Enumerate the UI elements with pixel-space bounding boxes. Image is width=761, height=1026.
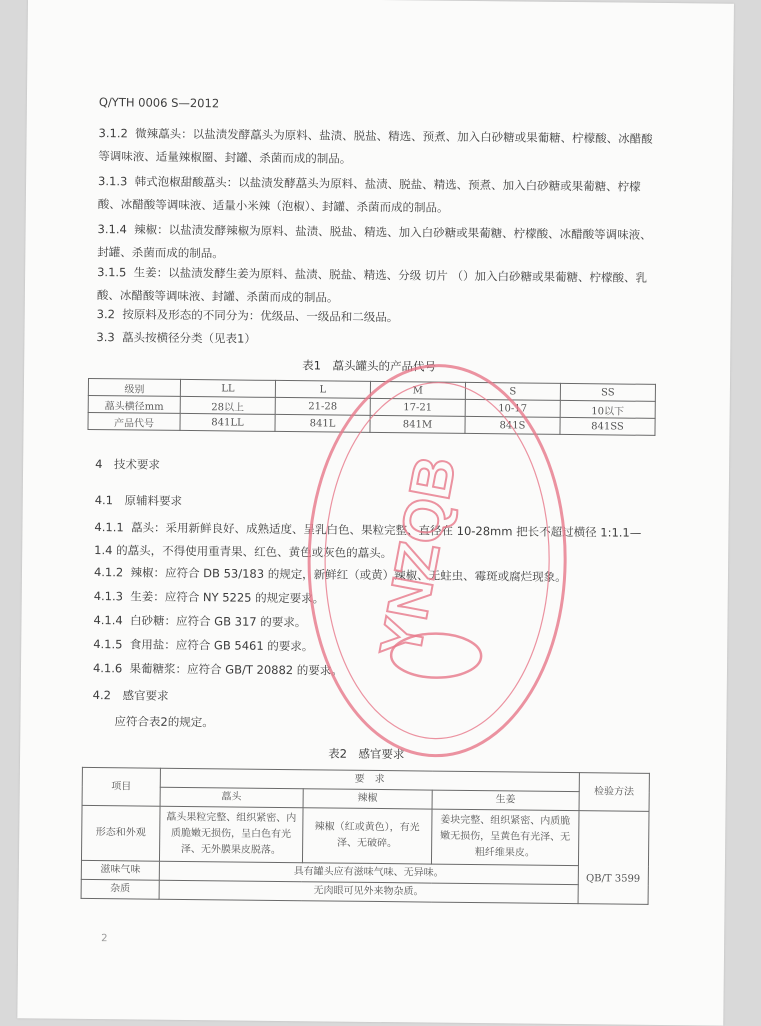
section-4-1-3: 4.1.3 生姜：应符合 NY 5225 的规定要求。 [93,589,325,606]
section-3-3: 3.3 藠头按横径分类（见表1） [96,330,256,346]
section-4-1-4: 4.1.4 白砂糖：应符合 GB 317 的要求。 [93,613,307,630]
table-row: 产品代号 841LL 841L 841M 841S 841SS [88,412,655,435]
table-row: 形态和外观 藠头果粒完整、组织紧密、内质脆嫩无损伤，呈白色有光泽、无外膜果皮脱落。 辣椒（红或黄色），有光泽、无破碎。 姜块完整、组织紧密、内质脆嫩无损伤，呈黄色有光泽、无粗纤维果皮。 QB/T 3599 [81,805,649,866]
table2-caption: 表2 感官要求 [328,746,405,762]
table-row: 级别 LL L M S SS [88,378,655,401]
doc-code: Q/YTH 0006 S—2012 [98,95,220,111]
table-row: 藠头横径mm 28以上 21-28 17-21 10-17 10以下 [88,395,655,418]
section-4-1-5: 4.1.5 食用盐：应符合 GB 5461 的要求。 [93,637,314,654]
section-3-1-5: 3.1.5 生姜：以盐渍发酵生姜为原料、盐渍、脱盐、精选、分级 切片 （）加入白砂糖或果葡糖、柠檬酸、乳酸、冰醋酸等调味液、封罐、杀菌而成的制品。 [96,265,648,305]
table-row: 项目 要 求 检验方法 [82,767,649,792]
section-3-1-3: 3.1.3 韩式泡椒甜酸藠头：以盐渍发酵藠头为原料、盐渍、脱盐、精选、预煮、加入白砂糖或果葡糖、柠檬酸、冰醋酸等调味液、适量小米辣（泡椒）、封罐、杀菌而成的制品。 [97,174,641,215]
section-4-1-6: 4.1.6 果葡糖浆：应符合 GB/T 20882 的要求。 [92,661,343,678]
table-row: 杂质 无肉眼可见外来物杂质。 [81,879,648,904]
table-row: 藠头 辣椒 生姜 [82,786,649,811]
section-3-2: 3.2 按原料及形态的不同分为：优级品、一级品和二级品。 [96,307,399,325]
official-seal-stamp [295,354,579,767]
section-4-2-title: 4.2 感官要求 [92,688,169,703]
section-3-1-4: 3.1.4 辣椒：以盐渍发酵辣椒为原料、盐渍、脱盐、精选、加入白砂糖或果葡糖、柠檬酸、冰醋酸等调味液、封罐、杀菌而成的制品。 [97,222,652,261]
document-page [17,0,734,1026]
section-4-1-1: 4.1.1 藠头：采用新鲜良好、成熟适度、呈乳白色、果粒完整、直径在 10-28mm 把长不超过横径 1:1.1—1.4 的藠头，不得使用重青果、红色、黄色或灰色的藠头。 [94,520,642,561]
section-4-1-2: 4.1.2 辣椒：应符合 DB 53/183 的规定，新鲜红（或黄）辣椒、无蛀虫、霉斑或腐烂现象。 [93,565,567,584]
table2 [81,767,650,905]
section-3-1-2: 3.1.2 微辣藠头：以盐渍发酵藠头为原料、盐渍、脱盐、精选、预煮、加入白砂糖或果葡糖、柠檬酸、冰醋酸等调味液、适量辣椒圈、封罐、杀菌而成的制品。 [98,126,653,166]
page-number: 2 [101,933,108,945]
table1-caption: 表1 藠头罐头的产品代号 [302,358,437,374]
table-row: 滋味气味 具有罐头应有滋味气味、无异味。 [81,860,648,885]
section-4-1-title: 4.1 原辅料要求 [94,493,183,508]
section-4-title: 4 技术要求 [95,457,161,472]
section-4-2-text: 应符合表2的规定。 [114,714,214,730]
seal-text: YNZQB [367,451,469,663]
